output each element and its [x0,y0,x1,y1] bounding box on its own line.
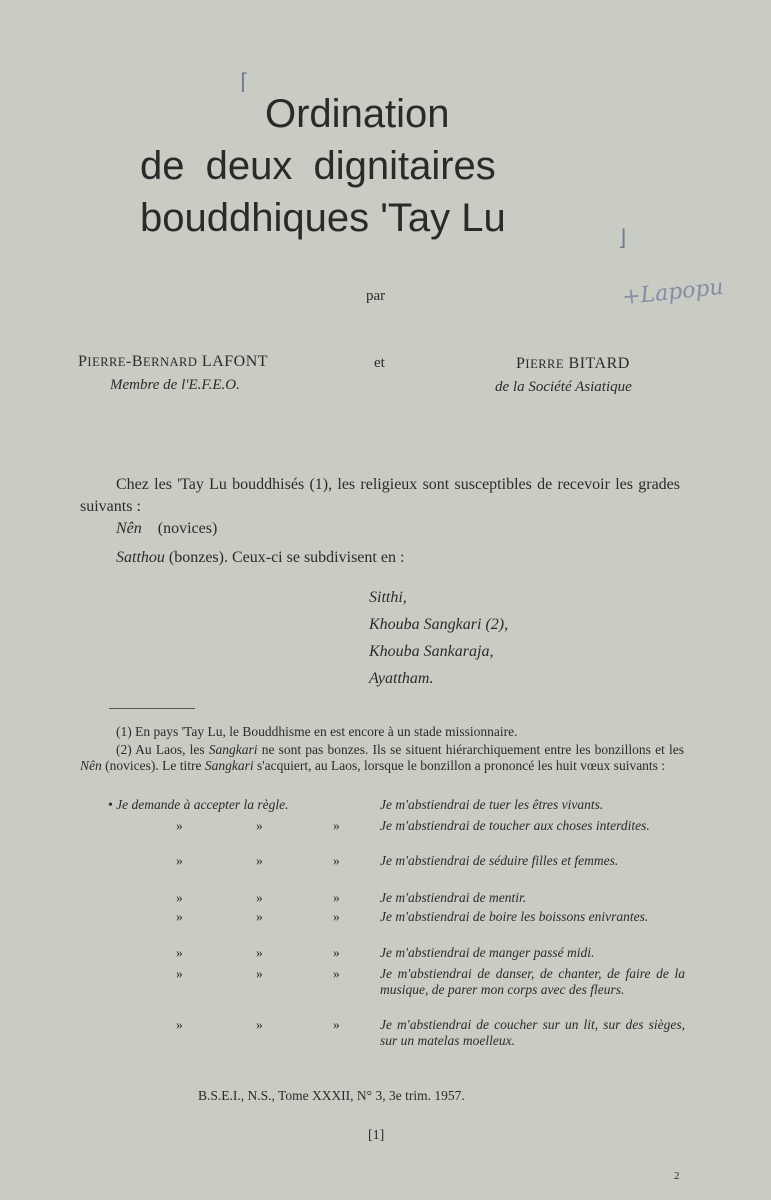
intro-paragraph: Chez les 'Tay Lu bouddhisés (1), les religieux sont susceptibles de recevoir les grades suivants : [80,476,680,515]
footnote-divider [109,708,195,709]
document-page: ⌈ ⌋ Ordination de deux dignitaires bouddhiques 'Tay Lu +Lapopu par PIERRE-BERNARD LAFONT Membre de l'E.F.E.O. et PIERRE BITARD de la Société Asiatique Chez les 'Tay Lu bouddhisés (1), les religieux sont susceptibles de recevoir les grades suivants : Nên (novices) Satthou (bonzes). Ceux-ci se subdivisent en : Sitthi, Khouba Sangkari (2), Khouba Sankaraja, Ayattham. (1) En pays 'Tay Lu, le Bouddhisme en est encore à un stade missionnaire. (2) Au Laos, les Sangkari ne sont pas bonzes. Ils se situent hiérarchiquement entre les bonzillons et les Nên (novices). Le titre Sangkari s'acquiert, au Laos, lorsque le bonzillon a prononcé les huit vœux suivants : • Je demande à accepter la règle. Je m'abstiendrai de tuer les êtres vivants. » » » Je m'abstiendrai de toucher aux choses interdites. » » » Je m'abstiendrai de séduire filles et femmes. » » » Je m'abstiendrai de mentir. » » » Je m'abstiendrai de boire les boissons enivrantes. » » » Je m'abstiendrai de manger passé midi. » » » Je m'abstiendrai de danser, de chanter, de faire de la musique, de parer mon corps avec des fleurs. » » » Je m'abstiendrai de coucher sur un lit, sur des sièges, sur un matelas moelleux. B.S.E.I., N.S., Tome XXXII, N° 3, 3e trim. 1957. [1] 2 [78,70,725,1182]
title-line-3: bouddhiques 'Tay Lu [140,196,506,240]
grade-item: Sitthi, [369,589,407,606]
et-conjunction: et [374,355,385,371]
grade-item: Khouba Sankaraja, [369,643,494,660]
footnote-2: (2) Au Laos, les Sangkari ne sont pas bonzes. Ils se situent hiérarchiquement entre les bonzillons et les Nên (novices). Le titre Sangkari s'acquiert, au Laos, lorsque le bonzillon a prononcé les huit vœux suivants : [80,742,685,773]
grade-item: Ayattham. [369,670,434,687]
footnote-1: (1) En pays 'Tay Lu, le Bouddhisme en est encore à un stade missionnaire. [116,724,518,739]
title-line-2: de deux dignitaires [140,144,496,188]
corner-number: 2 [674,1170,680,1182]
grade-satthou: Satthou (bonzes). Ceux-ci se subdivisent en : [116,549,405,566]
author-1-affiliation: Membre de l'E.F.E.O. [110,377,240,393]
handwritten-note: +Lapopu [620,274,725,311]
journal-citation: B.S.E.I., N.S., Tome XXXII, N° 3, 3e trim. 1957. [198,1088,465,1103]
author-1-name: PIERRE-BERNARD LAFONT [78,353,269,370]
handwritten-close-bracket: ⌋ [618,226,627,251]
article-title [140,88,660,244]
par-label: par [366,288,386,304]
grade-item: Khouba Sangkari (2), [369,616,509,633]
page-number: [1] [368,1128,385,1143]
grade-nen: Nên (novices) [116,520,218,537]
author-2-name: PIERRE BITARD [516,355,630,372]
author-2-affiliation: de la Société Asiatique [495,379,632,395]
handwritten-open-bracket: ⌈ [240,70,249,95]
title-line-1: Ordination [265,92,450,136]
